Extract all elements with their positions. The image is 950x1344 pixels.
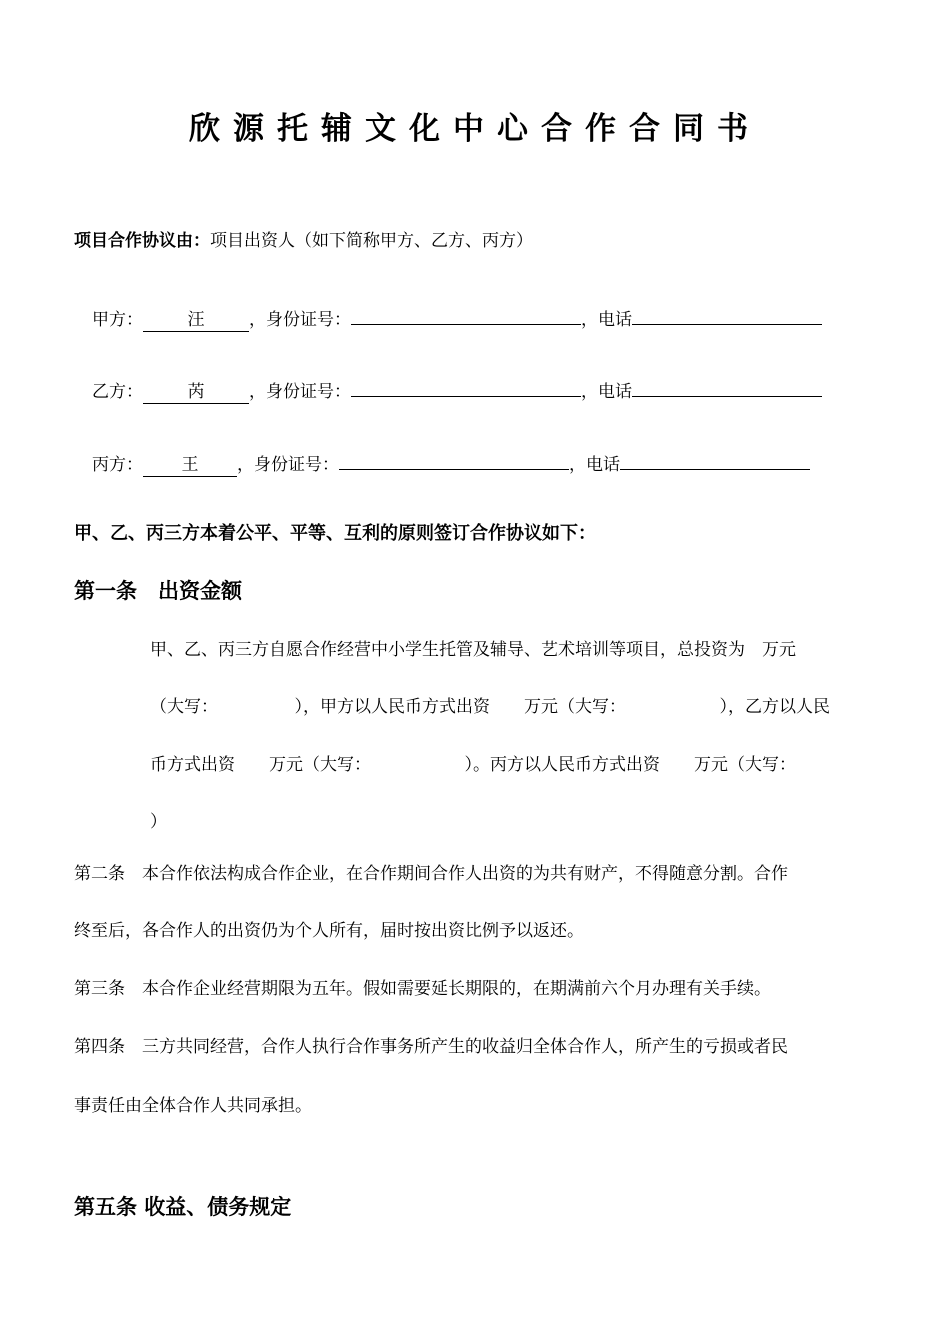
article-1-line-3: 币方式出资 万元（大写： ）。丙方以人民币方式出资 万元（大写： — [150, 755, 796, 775]
party-a-id-blank — [351, 302, 581, 325]
article-2-line-2: 终至后，各合作人的出资仍为个人所有，届时按出资比例予以返还。 — [74, 921, 584, 941]
party-a-name: 汪 — [143, 309, 249, 332]
party-a-label: 甲方： — [92, 310, 143, 330]
party-c-id-label: ，身份证号： — [237, 455, 339, 475]
party-a-row — [92, 302, 822, 332]
article-4-line-2: 事责任由全体合作人共同承担。 — [74, 1096, 312, 1116]
article-4-line-1: 第四条 三方共同经营，合作人执行合作事务所产生的收益归全体合作人，所产生的亏损或者民 — [74, 1037, 788, 1057]
intro-line — [74, 226, 533, 251]
article-1-line-4: ） — [150, 812, 167, 832]
party-c-phone-blank — [620, 447, 810, 470]
article-5-heading: 第五条 收益、债务规定 — [74, 1195, 292, 1219]
party-c-name: 王 — [143, 454, 237, 477]
article-2-line-1: 第二条 本合作依法构成合作企业，在合作期间合作人出资的为共有财产，不得随意分割。合作 — [74, 864, 788, 884]
article-1-line-2: （大写： ），甲方以人民币方式出资 万元（大写： ），乙方以人民 — [150, 697, 830, 717]
party-c-label: 丙方： — [92, 455, 143, 475]
party-a-id-label: ，身份证号： — [249, 310, 351, 330]
party-b-phone-label: ，电话 — [581, 382, 632, 402]
party-a-phone-blank — [632, 302, 822, 325]
party-b-row — [92, 374, 822, 404]
intro-lead: 项目合作协议由： — [74, 231, 210, 251]
party-b-id-blank — [351, 374, 581, 397]
article-3-line-1: 第三条 本合作企业经营期限为五年。假如需要延长期限的，在期满前六个月办理有关手续。 — [74, 979, 771, 999]
party-b-phone-blank — [632, 374, 822, 397]
page-title: 欣源托辅文化中心合作合同书 — [189, 111, 761, 147]
intro-text: 项目出资人（如下简称甲方、乙方、丙方） — [210, 231, 533, 251]
party-b-name: 芮 — [143, 381, 249, 404]
party-a-phone-label: ，电话 — [581, 310, 632, 330]
principle-line: 甲、乙、丙三方本着公平、平等、互利的原则签订合作协议如下： — [74, 523, 596, 544]
article-1-heading: 第一条 出资金额 — [74, 579, 242, 603]
party-c-row — [92, 447, 810, 477]
party-c-id-blank — [339, 447, 569, 470]
party-c-phone-label: ，电话 — [569, 455, 620, 475]
article-1-line-1: 甲、乙、丙三方自愿合作经营中小学生托管及辅导、艺术培训等项目，总投资为 万元 — [150, 640, 796, 660]
party-b-id-label: ，身份证号： — [249, 382, 351, 402]
party-b-label: 乙方： — [92, 382, 143, 402]
